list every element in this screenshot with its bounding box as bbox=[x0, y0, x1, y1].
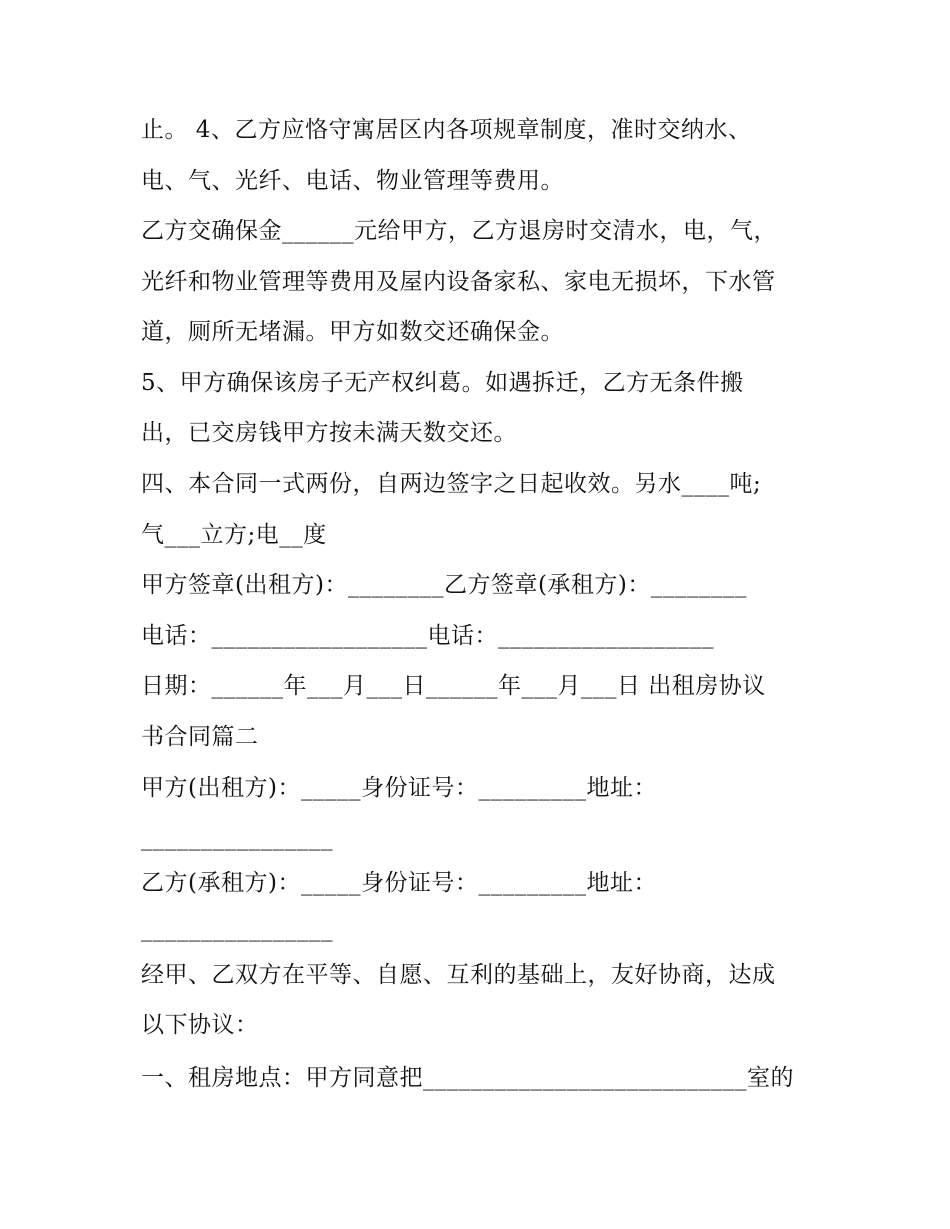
text-line: ________________ bbox=[141, 916, 333, 942]
text-line: 书合同篇二 bbox=[141, 724, 259, 750]
text-line: 乙方(承租方)：_____身份证号：_________地址： bbox=[141, 870, 657, 896]
text-line: 气___立方;电__度 bbox=[141, 522, 327, 548]
text-line: 光纤和物业管理等费用及屋内设备家私、家电无损坏，下水管 bbox=[141, 269, 776, 295]
text-line: ________________ bbox=[141, 825, 333, 851]
text-line: 一、租房地点：甲方同意把___________________________室的 bbox=[141, 1065, 794, 1091]
text-line: 甲方签章(出租方)：________乙方签章(承租方)：________ bbox=[141, 572, 747, 598]
text-line: 5、甲方确保该房子无产权纠葛。如遇拆迁，乙方无条件搬 bbox=[141, 370, 744, 396]
text-line: 乙方交确保金______元给甲方，乙方退房时交清水，电，气， bbox=[141, 218, 777, 244]
text-line: 出，已交房钱甲方按未满天数交还。 bbox=[141, 420, 517, 446]
text-line: 经甲、乙双方在平等、自愿、互利的基础上，友好协商，达成 bbox=[141, 962, 776, 988]
text-line: 四、本合同一式两份，自两边签字之日起收效。另水____吨; bbox=[141, 471, 762, 497]
text-line: 电、气、光纤、电话、物业管理等费用。 bbox=[141, 168, 564, 194]
text-line: 以下协议： bbox=[141, 1012, 259, 1038]
text-line: 日期：______年___月___日______年___月___日 出租房协议 bbox=[141, 673, 766, 699]
text-line: 止。 4、乙方应恪守寓居区内各项规章制度，准时交纳水、 bbox=[141, 117, 752, 143]
text-line: 道，厕所无堵漏。甲方如数交还确保金。 bbox=[141, 319, 564, 345]
text-line: 电话：__________________电话：__________________ bbox=[141, 623, 714, 649]
text-line: 甲方(出租方)：_____身份证号：_________地址： bbox=[141, 775, 657, 801]
